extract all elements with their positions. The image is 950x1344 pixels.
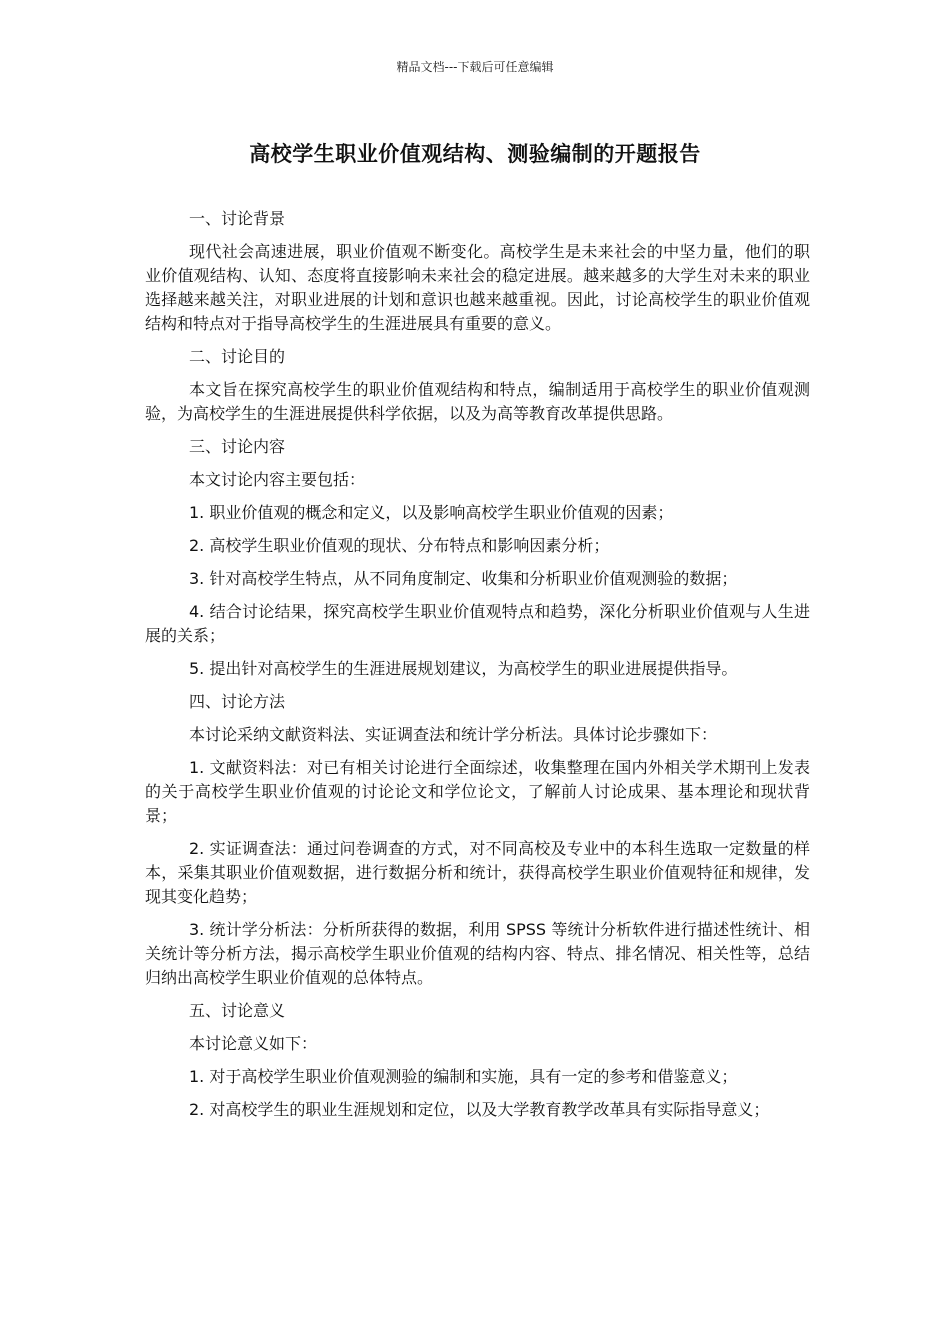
section-heading: 三、讨论内容 — [189, 437, 286, 456]
page-header: 精品文档---下载后可任意编辑 — [396, 60, 554, 74]
list-item: 1. 职业价值观的概念和定义，以及影响高校学生职业价值观的因素； — [189, 503, 674, 522]
paragraph: 本讨论意义如下： — [189, 1034, 318, 1053]
list-item: 2. 对高校学生的职业生涯规划和定位，以及大学教育教学改革具有实际指导意义； — [189, 1100, 770, 1119]
list-item: 2. 实证调查法：通过问卷调查的方式，对不同高校及专业中的本科生选取一定数量的样本，采集其职业价值观数据，进行数据分析和统计，获得高校学生职业价值观特征和规律，发现其变化趋势； — [145, 839, 810, 906]
list-item: 5. 提出针对高校学生的生涯进展规划建议，为高校学生的职业进展提供指导。 — [189, 659, 738, 678]
list-item: 1. 文献资料法：对已有相关讨论进行全面综述，收集整理在国内外相关学术期刊上发表的关于高校学生职业价值观的讨论论文和学位论文，了解前人讨论成果、基本理论和现状背景； — [145, 758, 810, 825]
section-heading: 四、讨论方法 — [189, 692, 286, 711]
list-item: 4. 结合讨论结果，探究高校学生职业价值观特点和趋势，深化分析职业价值观与人生进展的关系； — [145, 602, 810, 645]
list-item: 1. 对于高校学生职业价值观测验的编制和实施，具有一定的参考和借鉴意义； — [189, 1067, 738, 1086]
section-heading: 二、讨论目的 — [189, 347, 286, 366]
section-heading: 一、讨论背景 — [189, 209, 286, 228]
paragraph: 现代社会高速进展，职业价值观不断变化。高校学生是未来社会的中坚力量，他们的职业价值观结构、认知、态度将直接影响未来社会的稳定进展。越来越多的大学生对未来的职业选择越来越关注，对职业进展的计划和意识也越来越重视。因此，讨论高校学生的职业价值观结构和特点对于指导高校学生的生涯进展具有重要的意义。 — [145, 242, 810, 333]
list-item: 3. 针对高校学生特点，从不同角度制定、收集和分析职业价值观测验的数据； — [189, 569, 738, 588]
paragraph: 本文讨论内容主要包括： — [189, 470, 366, 489]
document-title: 高校学生职业价值观结构、测验编制的开题报告 — [249, 142, 701, 166]
list-item: 3. 统计学分析法：分析所获得的数据，利用 SPSS 等统计分析软件进行描述性统计、相关统计等分析方法，揭示高校学生职业价值观的结构内容、特点、排名情况、相关性等，总结归纳出高校学生职业价值观的总体特点。 — [145, 920, 810, 987]
list-item: 2. 高校学生职业价值观的现状、分布特点和影响因素分析； — [189, 536, 610, 555]
paragraph: 本文旨在探究高校学生的职业价值观结构和特点，编制适用于高校学生的职业价值观测验，为高校学生的生涯进展提供科学依据，以及为高等教育改革提供思路。 — [145, 380, 810, 423]
document-body — [145, 207, 810, 1131]
section-heading: 五、讨论意义 — [189, 1001, 286, 1020]
paragraph: 本讨论采纳文献资料法、实证调查法和统计学分析法。具体讨论步骤如下： — [189, 725, 718, 744]
